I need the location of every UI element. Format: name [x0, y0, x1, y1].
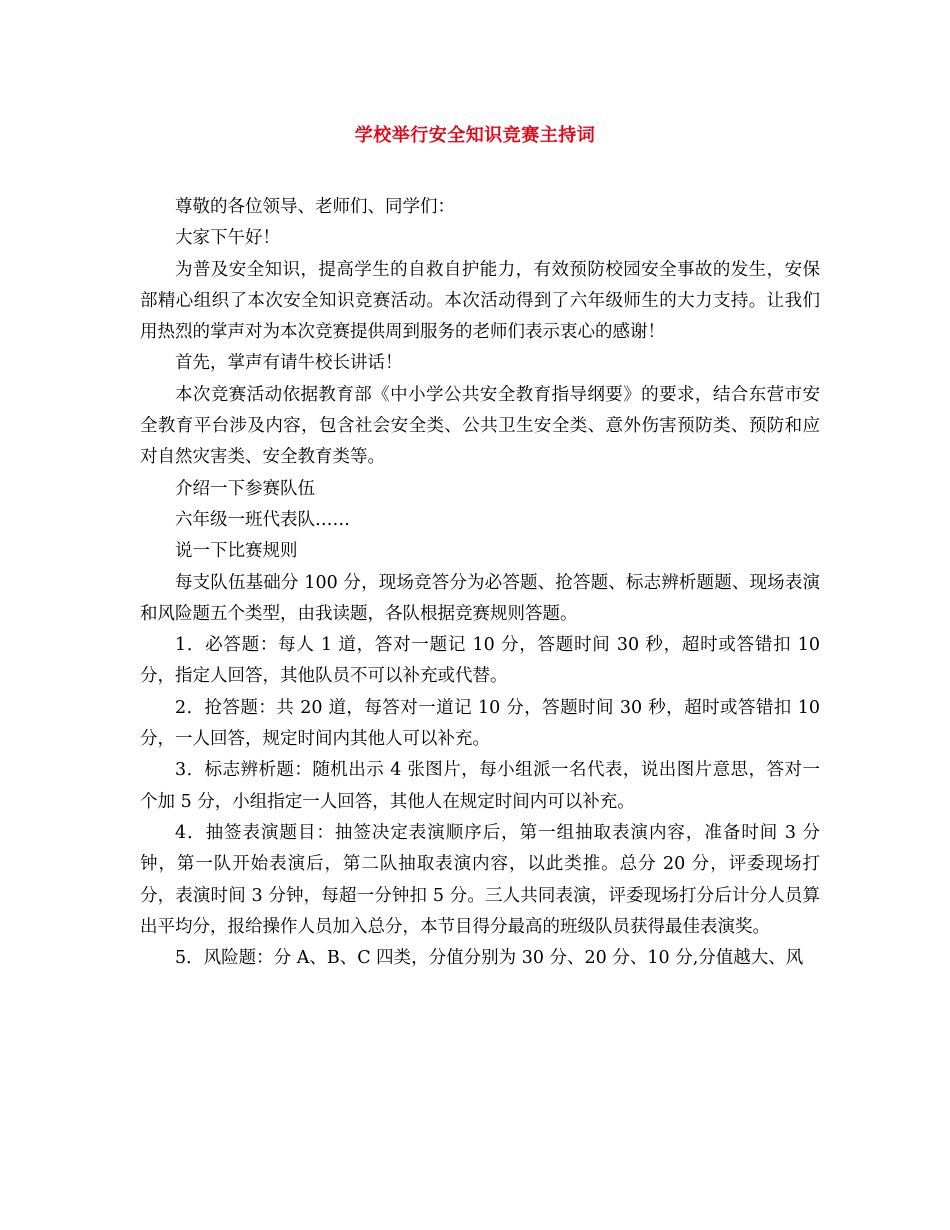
- paragraph-rule-3: 3．标志辨析题：随机出示 4 张图片，每小组派一名代表，说出图片意思，答对一个加 5 分，小组指定一人回答，其他人在规定时间内可以补充。: [140, 760, 820, 812]
- paragraph-rule-1: 1．必答题：每人 1 道，答对一题记 10 分，答题时间 30 秒，超时或答错扣 10 分，指定人回答，其他队员不可以补充或代替。: [140, 635, 820, 687]
- paragraph-rule-5: 5．风险题：分 A、B、C 四类，分值分别为 30 分、20 分、10 分,分值越大、风: [175, 948, 804, 969]
- paragraph-rule-2: 2．抢答题：共 20 道，每答对一道记 10 分，答题时间 30 秒，超时或答错扣 10 分，一人回答，规定时间内其他人可以补充。: [140, 697, 820, 750]
- paragraph-rule-4: 4．抽签表演题目：抽签决定表演顺序后，第一组抽取表演内容，准备时间 3 分钟，第一队开始表演后，第二队抽取表演内容，以此类推。总分 20 分，评委现场打分，表演时间 3 分钟，每超一分钟扣 5 分。三人共同表演，评委现场打分后计分人员算出平均分，报给操作人员加入总分，本节目得分最高的班级队员获得最佳表演奖。: [140, 822, 820, 937]
- paragraph-teams-heading: 介绍一下参赛队伍: [175, 478, 315, 499]
- paragraph-basis: 本次竞赛活动依据教育部《中小学公共安全教育指导纲要》的要求，结合东营市安全教育平台涉及内容，包含社会安全类、公共卫生安全类、意外伤害预防类、预防和应对自然灾害类、安全教育类等。: [140, 384, 820, 468]
- paragraph-rules-overview: 每支队伍基础分 100 分，现场竞答分为必答题、抢答题、标志辨析题题、现场表演和风险题五个类型，由我读题，各队根据竞赛规则答题。: [140, 572, 820, 624]
- paragraph-principal: 首先，掌声有请牛校长讲话！: [175, 353, 403, 374]
- paragraph-rules-heading: 说一下比赛规则: [175, 541, 298, 562]
- paragraph-hello: 大家下午好！: [175, 228, 280, 249]
- paragraph-greeting: 尊敬的各位领导、老师们、同学们：: [175, 197, 455, 217]
- paragraph-intro: 为普及安全知识，提高学生的自救自护能力，有效预防校园安全事故的发生，安保部精心组织了本次安全知识竞赛活动。本次活动得到了六年级师生的大力支持。让我们用热烈的掌声对为本次竞赛提供周到服务的老师们表示衷心的感谢！: [140, 259, 820, 343]
- paragraph-team-one: 六年级一班代表队……: [175, 509, 350, 530]
- document-title: 学校举行安全知识竞赛主持词: [354, 125, 596, 146]
- document-body: [140, 192, 820, 974]
